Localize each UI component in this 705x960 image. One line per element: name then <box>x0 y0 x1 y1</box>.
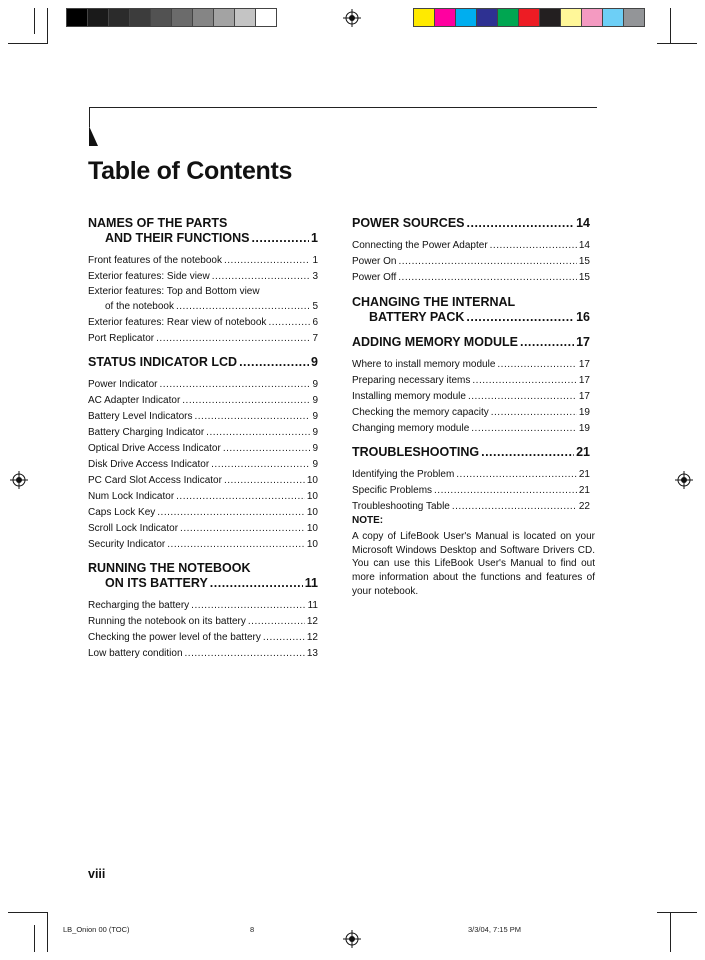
color-swatch-bar <box>413 8 645 25</box>
toc-entry-page: 17 <box>578 374 590 386</box>
toc-section-heading[interactable]: RUNNING THE NOTEBOOK ON ITS BATTERY ..... 11 <box>88 561 318 591</box>
toc-entry-page: 17 <box>578 358 590 370</box>
crop-mark <box>670 912 671 952</box>
grayscale-swatch-bar <box>66 8 277 25</box>
toc-entry-label: Scroll Lock Indicator <box>88 522 179 534</box>
toc-entry[interactable] <box>88 489 318 505</box>
toc-entry[interactable] <box>88 315 318 331</box>
toc-entry[interactable] <box>352 357 590 373</box>
toc-entry-page: 10 <box>306 538 318 550</box>
color-swatch <box>477 8 498 27</box>
crop-mark <box>657 43 697 44</box>
toc-entry-page: 10 <box>306 506 318 518</box>
color-swatch <box>582 8 603 27</box>
crop-mark <box>47 912 48 952</box>
toc-entry-label: AC Adapter Indicator <box>88 394 181 406</box>
toc-entry-list <box>88 377 318 553</box>
toc-entry-list <box>352 238 590 286</box>
toc-entry[interactable] <box>88 253 318 269</box>
crop-mark <box>670 8 671 44</box>
color-swatch <box>413 8 435 27</box>
toc-entry[interactable] <box>352 483 590 499</box>
registration-mark-icon <box>343 930 361 948</box>
toc-entry[interactable] <box>88 646 318 662</box>
toc-entry-page: 6 <box>312 316 318 328</box>
toc-section-heading[interactable]: NAMES OF THE PARTS AND THEIR FUNCTIONS ..... 1 <box>88 216 318 246</box>
registration-mark-icon <box>675 471 693 489</box>
toc-entry-page: 21 <box>578 468 590 480</box>
toc-entry-label: Exterior features: Top and Bottom view <box>88 285 260 297</box>
footer-date: 3/3/04, 7:15 PM <box>468 925 521 934</box>
color-swatch <box>151 8 172 27</box>
crop-mark <box>34 925 35 952</box>
registration-mark-icon <box>10 471 28 489</box>
color-swatch <box>88 8 109 27</box>
toc-entry[interactable] <box>88 614 318 630</box>
color-swatch <box>519 8 540 27</box>
color-swatch <box>256 8 277 27</box>
color-swatch <box>109 8 130 27</box>
toc-entry-page: 9 <box>312 442 318 454</box>
toc-section-heading[interactable]: POWER SOURCES ..... 14 <box>352 216 590 231</box>
toc-entry-label: Battery Level Indicators <box>88 410 193 422</box>
toc-entry[interactable] <box>352 373 590 389</box>
toc-entry-page: 15 <box>578 255 590 267</box>
toc-entry-page: 9 <box>312 394 318 406</box>
toc-entry-page: 12 <box>306 615 318 627</box>
chapter-tab-marker <box>89 126 98 146</box>
toc-entry-label: Battery Charging Indicator <box>88 426 205 438</box>
toc-entry-label: Checking the power level of the battery <box>88 631 261 643</box>
registration-mark-icon <box>343 9 361 27</box>
toc-section-heading[interactable]: ADDING MEMORY MODULE ..... 17 <box>352 335 590 350</box>
toc-entry[interactable] <box>352 238 590 254</box>
toc-section-heading[interactable]: TROUBLESHOOTING ..... 21 <box>352 445 590 460</box>
toc-entry-page: 1 <box>312 254 318 266</box>
toc-entry-page: 9 <box>312 410 318 422</box>
toc-entry-label: Changing memory module <box>352 422 470 434</box>
toc-entry-label: Caps Lock Key <box>88 506 156 518</box>
footer-filename: LB_Onion 00 (TOC) <box>63 925 130 934</box>
toc-entry[interactable] <box>352 254 590 270</box>
toc-entry-page: 17 <box>578 390 590 402</box>
toc-entry-label: Security Indicator <box>88 538 166 550</box>
toc-entry[interactable] <box>88 630 318 646</box>
toc-entry-list <box>352 467 590 515</box>
note-heading: NOTE: <box>352 515 384 526</box>
crop-mark <box>47 8 48 44</box>
color-swatch <box>235 8 256 27</box>
toc-entry-label: Port Replicator <box>88 332 155 344</box>
toc-entry[interactable] <box>88 473 318 489</box>
header-rule-vertical <box>89 107 90 127</box>
page-number: viii <box>88 867 106 881</box>
toc-entry-label: Power On <box>352 255 397 267</box>
color-swatch <box>456 8 477 27</box>
toc-entry-page: 9 <box>312 458 318 470</box>
toc-entry-page: 9 <box>312 378 318 390</box>
color-swatch <box>172 8 193 27</box>
toc-entry-label: Power Indicator <box>88 378 158 390</box>
crop-mark <box>657 912 697 913</box>
toc-right-column <box>352 216 590 514</box>
toc-entry-label: of the notebook <box>105 300 174 312</box>
toc-entry[interactable] <box>88 598 318 614</box>
page-title: Table of Contents <box>88 157 293 185</box>
toc-entry-label: Installing memory module <box>352 390 466 402</box>
color-swatch <box>561 8 582 27</box>
toc-entry-page: 9 <box>312 426 318 438</box>
toc-entry-label: Exterior features: Rear view of notebook <box>88 316 267 328</box>
toc-entry-page: 19 <box>578 422 590 434</box>
toc-entry-label: PC Card Slot Access Indicator <box>88 474 222 486</box>
color-swatch <box>193 8 214 27</box>
toc-entry-page: 22 <box>578 500 590 512</box>
toc-entry[interactable] <box>88 441 318 457</box>
toc-entry-label: Num Lock Indicator <box>88 490 175 502</box>
toc-left-column <box>88 216 318 661</box>
toc-entry-list <box>352 357 590 437</box>
toc-entry[interactable] <box>88 537 318 553</box>
toc-entry[interactable] <box>352 499 590 515</box>
color-swatch <box>214 8 235 27</box>
toc-entry[interactable] <box>88 331 318 347</box>
toc-entry-page: 14 <box>578 239 590 251</box>
toc-entry-page: 3 <box>312 270 318 282</box>
color-swatch <box>540 8 561 27</box>
toc-entry-list <box>88 253 318 347</box>
toc-entry-page: 7 <box>312 332 318 344</box>
toc-entry-label: Connecting the Power Adapter <box>352 239 488 251</box>
toc-entry[interactable] <box>88 425 318 441</box>
color-swatch <box>130 8 151 27</box>
toc-entry[interactable] <box>88 377 318 393</box>
toc-entry-label: Exterior features: Side view <box>88 270 210 282</box>
toc-section-heading[interactable]: CHANGING THE INTERNAL BATTERY PACK ..... 16 <box>352 295 590 325</box>
toc-entry-label: Specific Problems <box>352 484 433 496</box>
toc-entry-label: Preparing necessary items <box>352 374 471 386</box>
note-text: A copy of LifeBook User's Manual is located on your Microsoft Windows Desktop and Software Drivers CD. You can use this LifeBook User's Manual to find out more information about the functions and features of your notebook. <box>352 530 595 597</box>
toc-entry-label: Identifying the Problem <box>352 468 455 480</box>
color-swatch <box>603 8 624 27</box>
toc-entry-page: 13 <box>306 647 318 659</box>
color-swatch <box>624 8 645 27</box>
toc-entry-page: 5 <box>312 300 318 312</box>
crop-mark <box>34 8 35 34</box>
toc-entry-page: 10 <box>306 490 318 502</box>
toc-section-heading[interactable]: STATUS INDICATOR LCD ..... 9 <box>88 355 318 370</box>
toc-entry[interactable] <box>88 457 318 473</box>
toc-entry-label: Checking the memory capacity <box>352 406 489 418</box>
toc-entry[interactable] <box>88 269 318 285</box>
footer-sheet-number: 8 <box>250 925 255 934</box>
crop-mark <box>8 43 48 44</box>
toc-entry-list <box>88 598 318 662</box>
toc-entry[interactable] <box>352 421 590 437</box>
toc-entry[interactable] <box>88 285 318 315</box>
color-swatch <box>435 8 456 27</box>
toc-entry[interactable] <box>352 389 590 405</box>
toc-entry-label: Low battery condition <box>88 647 183 659</box>
toc-entry[interactable] <box>88 393 318 409</box>
toc-entry[interactable] <box>88 409 318 425</box>
toc-entry-page: 15 <box>578 271 590 283</box>
toc-entry-page: 12 <box>306 631 318 643</box>
toc-entry[interactable] <box>88 521 318 537</box>
crop-mark <box>8 912 48 913</box>
toc-entry-label: Where to install memory module <box>352 358 496 370</box>
toc-entry-label: Power Off <box>352 271 397 283</box>
toc-entry[interactable] <box>352 405 590 421</box>
color-swatch <box>498 8 519 27</box>
toc-entry-label: Optical Drive Access Indicator <box>88 442 221 454</box>
toc-entry-page: 10 <box>306 522 318 534</box>
header-rule <box>89 107 597 108</box>
toc-entry-label: Running the notebook on its battery <box>88 615 246 627</box>
toc-entry-page: 21 <box>578 484 590 496</box>
note-box <box>352 514 595 599</box>
toc-entry[interactable] <box>88 505 318 521</box>
toc-entry-page: 10 <box>306 474 318 486</box>
toc-entry[interactable] <box>352 467 590 483</box>
toc-entry-page: 11 <box>307 599 318 611</box>
toc-entry[interactable] <box>352 270 590 286</box>
toc-entry-label: Troubleshooting Table <box>352 500 450 512</box>
toc-entry-label: Front features of the notebook <box>88 254 222 266</box>
toc-entry-page: 19 <box>578 406 590 418</box>
color-swatch <box>66 8 88 27</box>
toc-entry-label: Recharging the battery <box>88 599 190 611</box>
toc-entry-label: Disk Drive Access Indicator <box>88 458 210 470</box>
